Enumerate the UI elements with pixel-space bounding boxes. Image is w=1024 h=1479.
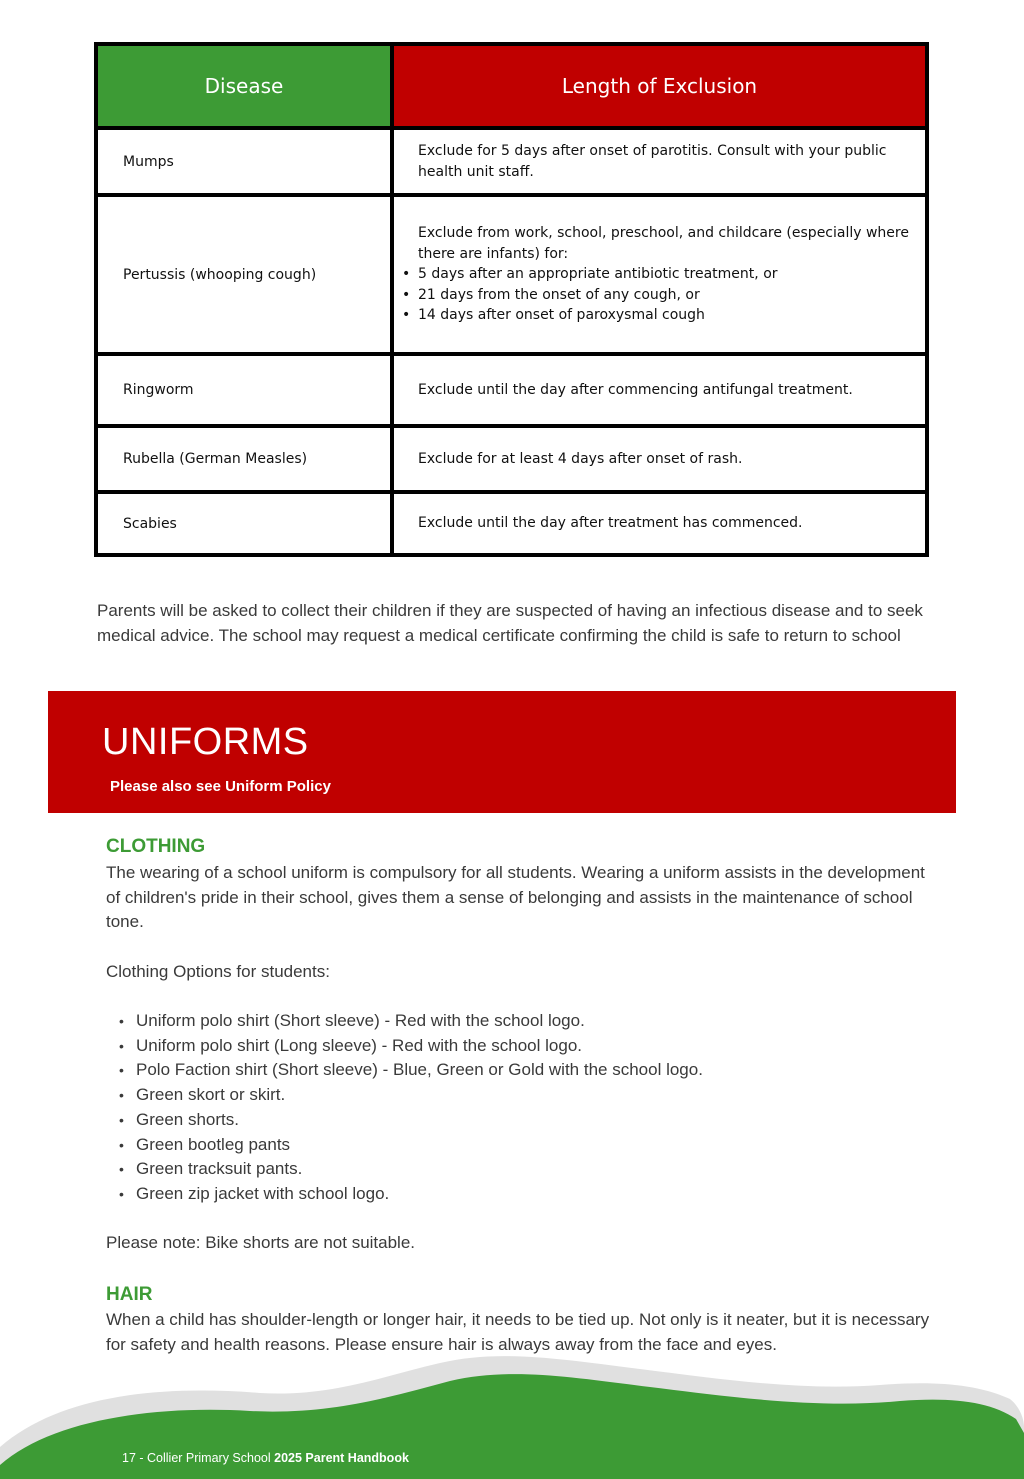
exclusion-table [94, 42, 929, 557]
exclusion-cell: Exclude until the day after treatment has commenced. [392, 492, 927, 555]
clothing-options-list [136, 1009, 703, 1207]
exclusion-cell [392, 195, 927, 354]
list-item: • 5 days after an appropriate antibiotic treatment, or [418, 264, 911, 285]
disease-cell: Ringworm [96, 354, 392, 426]
table-row [96, 426, 927, 492]
uniforms-banner [48, 691, 956, 813]
list-item: • Polo Faction shirt (Short sleeve) - Blue, Green or Gold with the school logo. [136, 1058, 703, 1083]
exclusion-cell: Exclude for at least 4 days after onset of rash. [392, 426, 927, 492]
exclusion-bullets [418, 264, 911, 326]
list-item: • Green skort or skirt. [136, 1083, 703, 1108]
list-item: • Green tracksuit pants. [136, 1157, 703, 1182]
disease-cell: Scabies [96, 492, 392, 555]
clothing-options-label: Clothing Options for students: [106, 962, 330, 981]
list-item: • Green bootleg pants [136, 1133, 703, 1158]
clothing-intro: The wearing of a school uniform is compulsory for all students. Wearing a uniform assists in the development of children's pride in their school, gives them a sense of belonging and assists in the maintenance of school tone. [106, 863, 925, 932]
exclusion-cell: Exclude until the day after commencing antifungal treatment. [392, 354, 927, 426]
list-item: • 21 days from the onset of any cough, or [418, 285, 911, 306]
disease-column-header: Disease [96, 44, 392, 128]
table-row [96, 195, 927, 354]
list-item: • Green shorts. [136, 1108, 703, 1133]
list-item: • 14 days after onset of paroxysmal cough [418, 305, 911, 326]
footer-prefix: 17 - Collier Primary School [122, 1451, 275, 1465]
bike-shorts-note: Please note: Bike shorts are not suitable. [106, 1233, 416, 1252]
uniform-policy-link[interactable]: Please also see Uniform Policy [110, 778, 331, 795]
clothing-heading: CLOTHING [106, 836, 206, 857]
disease-cell: Rubella (German Measles) [96, 426, 392, 492]
exclusion-text: Exclude from work, school, preschool, and childcare (especially where there are infants) for: [418, 225, 909, 262]
disease-cell: Mumps [96, 128, 392, 195]
section-title: UNIFORMS [102, 721, 309, 763]
exclusion-cell: Exclude for 5 days after onset of parotitis. Consult with your public health unit staff. [392, 128, 927, 195]
table-row [96, 354, 927, 426]
disease-cell: Pertussis (whooping cough) [96, 195, 392, 354]
list-item: • Green zip jacket with school logo. [136, 1182, 703, 1207]
list-item: • Uniform polo shirt (Long sleeve) - Red with the school logo. [136, 1034, 703, 1059]
length-column-header: Length of Exclusion [392, 44, 927, 128]
list-item: • Uniform polo shirt (Short sleeve) - Red with the school logo. [136, 1009, 703, 1034]
page-footer [122, 1451, 409, 1465]
table-header-row [96, 44, 927, 128]
hair-heading: HAIR [106, 1284, 153, 1305]
hair-text: When a child has shoulder-length or longer hair, it needs to be tied up. Not only is it neater, but it is necessary for safety and health reasons. Please ensure hair is always away from the face and eyes. [106, 1310, 930, 1354]
footer-title: 2025 Parent Handbook [274, 1451, 409, 1465]
table-row [96, 492, 927, 555]
table-row [96, 128, 927, 195]
collect-note: Parents will be asked to collect their children if they are suspected of having an infectious disease and to seek medical advice. The school may request a medical certificate confirming the child is safe to return to school [97, 601, 923, 645]
